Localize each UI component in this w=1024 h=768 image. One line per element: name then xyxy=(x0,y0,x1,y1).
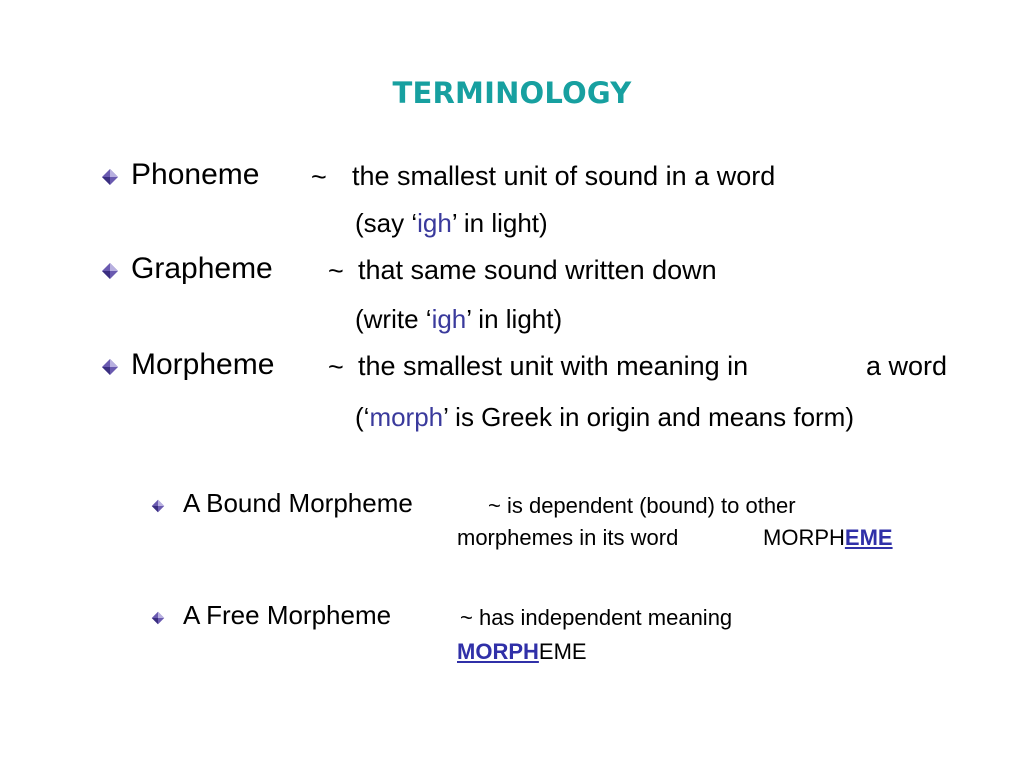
definition-free-morpheme: ~ has independent meaning xyxy=(460,605,733,630)
term-free-morpheme: A Free Morpheme xyxy=(183,600,392,630)
definition-morpheme: the smallest unit with meaning in xyxy=(358,351,749,381)
diamond-bullet-icon xyxy=(151,611,165,625)
term-phoneme: Phoneme xyxy=(131,158,260,191)
separator: ~ xyxy=(328,352,344,382)
separator: ~ xyxy=(311,162,327,192)
diamond-bullet-icon xyxy=(101,168,119,186)
definition-grapheme: that same sound written down xyxy=(358,255,717,285)
diamond-bullet-icon xyxy=(151,499,165,513)
diamond-bullet-icon xyxy=(101,262,119,280)
morpheme-word-example: MORPHEME xyxy=(763,525,893,550)
slide-title: TERMINOLOGY xyxy=(392,76,632,110)
term-bound-morpheme: A Bound Morpheme xyxy=(183,488,413,518)
term-grapheme: Grapheme xyxy=(131,252,273,285)
diamond-bullet-icon xyxy=(101,358,119,376)
definition-bound-morpheme-line2: morphemes in its word xyxy=(457,525,679,550)
example-grapheme: (write ‘igh’ in light) xyxy=(355,304,563,334)
term-morpheme: Morpheme xyxy=(131,348,275,381)
example-phoneme: (say ‘igh’ in light) xyxy=(355,208,548,238)
definition-morpheme-tail: a word xyxy=(866,351,948,381)
separator: ~ xyxy=(328,256,344,286)
definition-phoneme: the smallest unit of sound in a word xyxy=(352,161,776,191)
example-morpheme: (‘morph’ is Greek in origin and means form) xyxy=(355,402,854,432)
morpheme-word-example: MORPHEME xyxy=(457,639,587,664)
definition-bound-morpheme: ~ is dependent (bound) to other xyxy=(488,493,796,518)
